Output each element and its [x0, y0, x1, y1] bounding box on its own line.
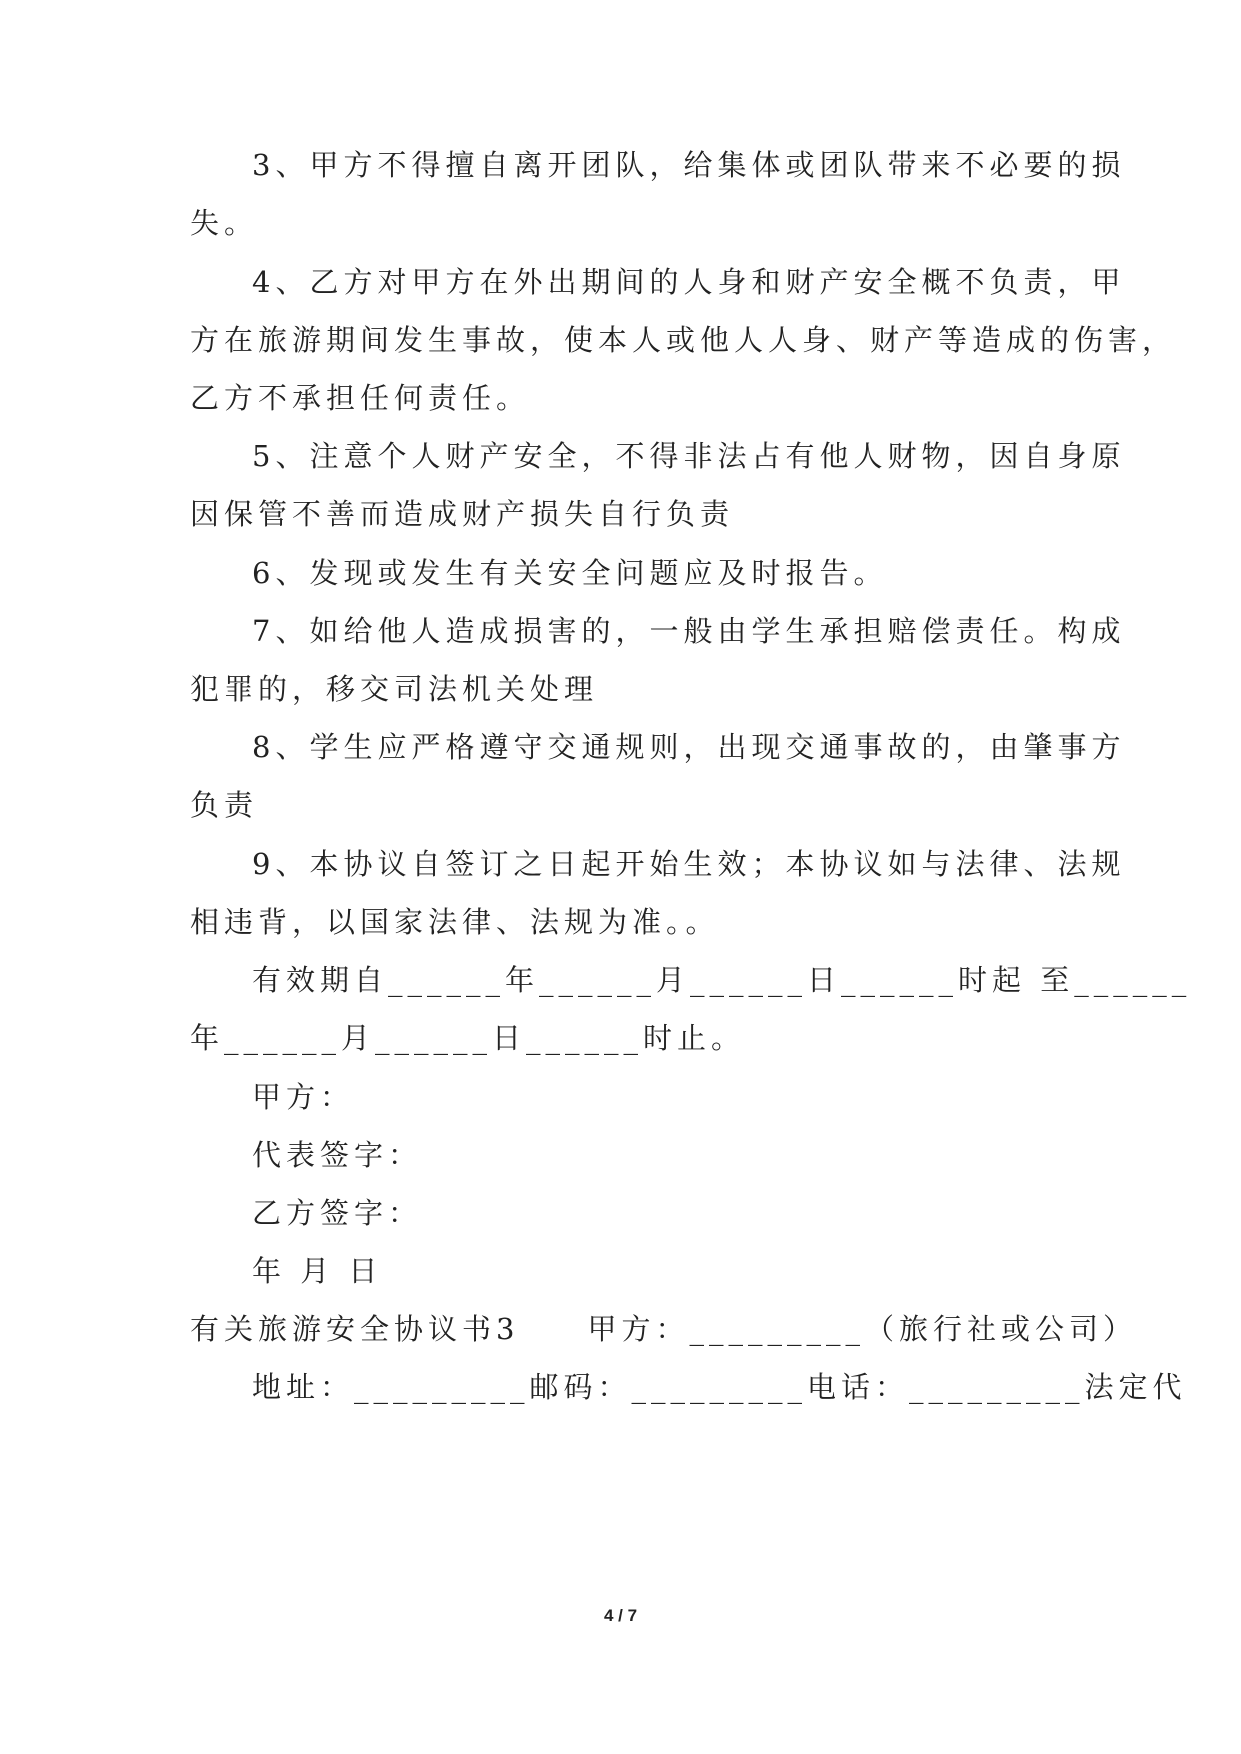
clause-3-line-1: 3、甲方不得擅自离开团队，给集体或团队带来不必要的损 — [252, 148, 1126, 182]
clause-5-line-1: 5、注意个人财产安全，不得非法占有他人财物，因自身原 — [252, 439, 1126, 473]
clause-3-line-2: 失。 — [190, 206, 259, 240]
agreement-3-heading: 有关旅游安全协议书3 甲方：_________（旅行社或公司） — [190, 1312, 1137, 1346]
page-number: 4 / 7 — [603, 1606, 638, 1625]
clause-8-line-2: 负责 — [190, 788, 259, 822]
address-contact-line: 地址：_________邮码：_________电话：_________法定代 — [252, 1370, 1187, 1404]
clause-7-line-2: 犯罪的，移交司法机关处理 — [190, 672, 599, 706]
signature-date-label: 年 月 日 — [252, 1254, 383, 1288]
validity-period-line-2: 年______月______日______时止。 — [190, 1021, 746, 1055]
clause-4-line-1: 4、乙方对甲方在外出期间的人身和财产安全概不负责，甲 — [252, 265, 1126, 299]
clause-9-line-1: 9、本协议自签订之日起开始生效；本协议如与法律、法规 — [252, 847, 1126, 881]
clause-5-line-2: 因保管不善而造成财产损失自行负责 — [190, 497, 735, 531]
party-b-signature-label: 乙方签字： — [252, 1196, 423, 1230]
representative-signature-label: 代表签字： — [252, 1138, 423, 1172]
clause-4-line-3: 乙方不承担任何责任。 — [190, 381, 531, 415]
clause-6-line-1: 6、发现或发生有关安全问题应及时报告。 — [252, 556, 888, 590]
clause-4-line-2: 方在旅游期间发生事故，使本人或他人人身、财产等造成的伤害， — [190, 323, 1177, 357]
clause-9-line-2: 相违背，以国家法律、法规为准。。 — [190, 905, 720, 939]
validity-period-line-1: 有效期自______年______月______日______时起 至______ — [252, 963, 1192, 997]
clause-7-line-1: 7、如给他人造成损害的，一般由学生承担赔偿责任。构成 — [252, 614, 1126, 648]
clause-8-line-1: 8、学生应严格遵守交通规则，出现交通事故的，由肇事方 — [252, 730, 1126, 764]
party-a-label: 甲方： — [252, 1080, 355, 1114]
